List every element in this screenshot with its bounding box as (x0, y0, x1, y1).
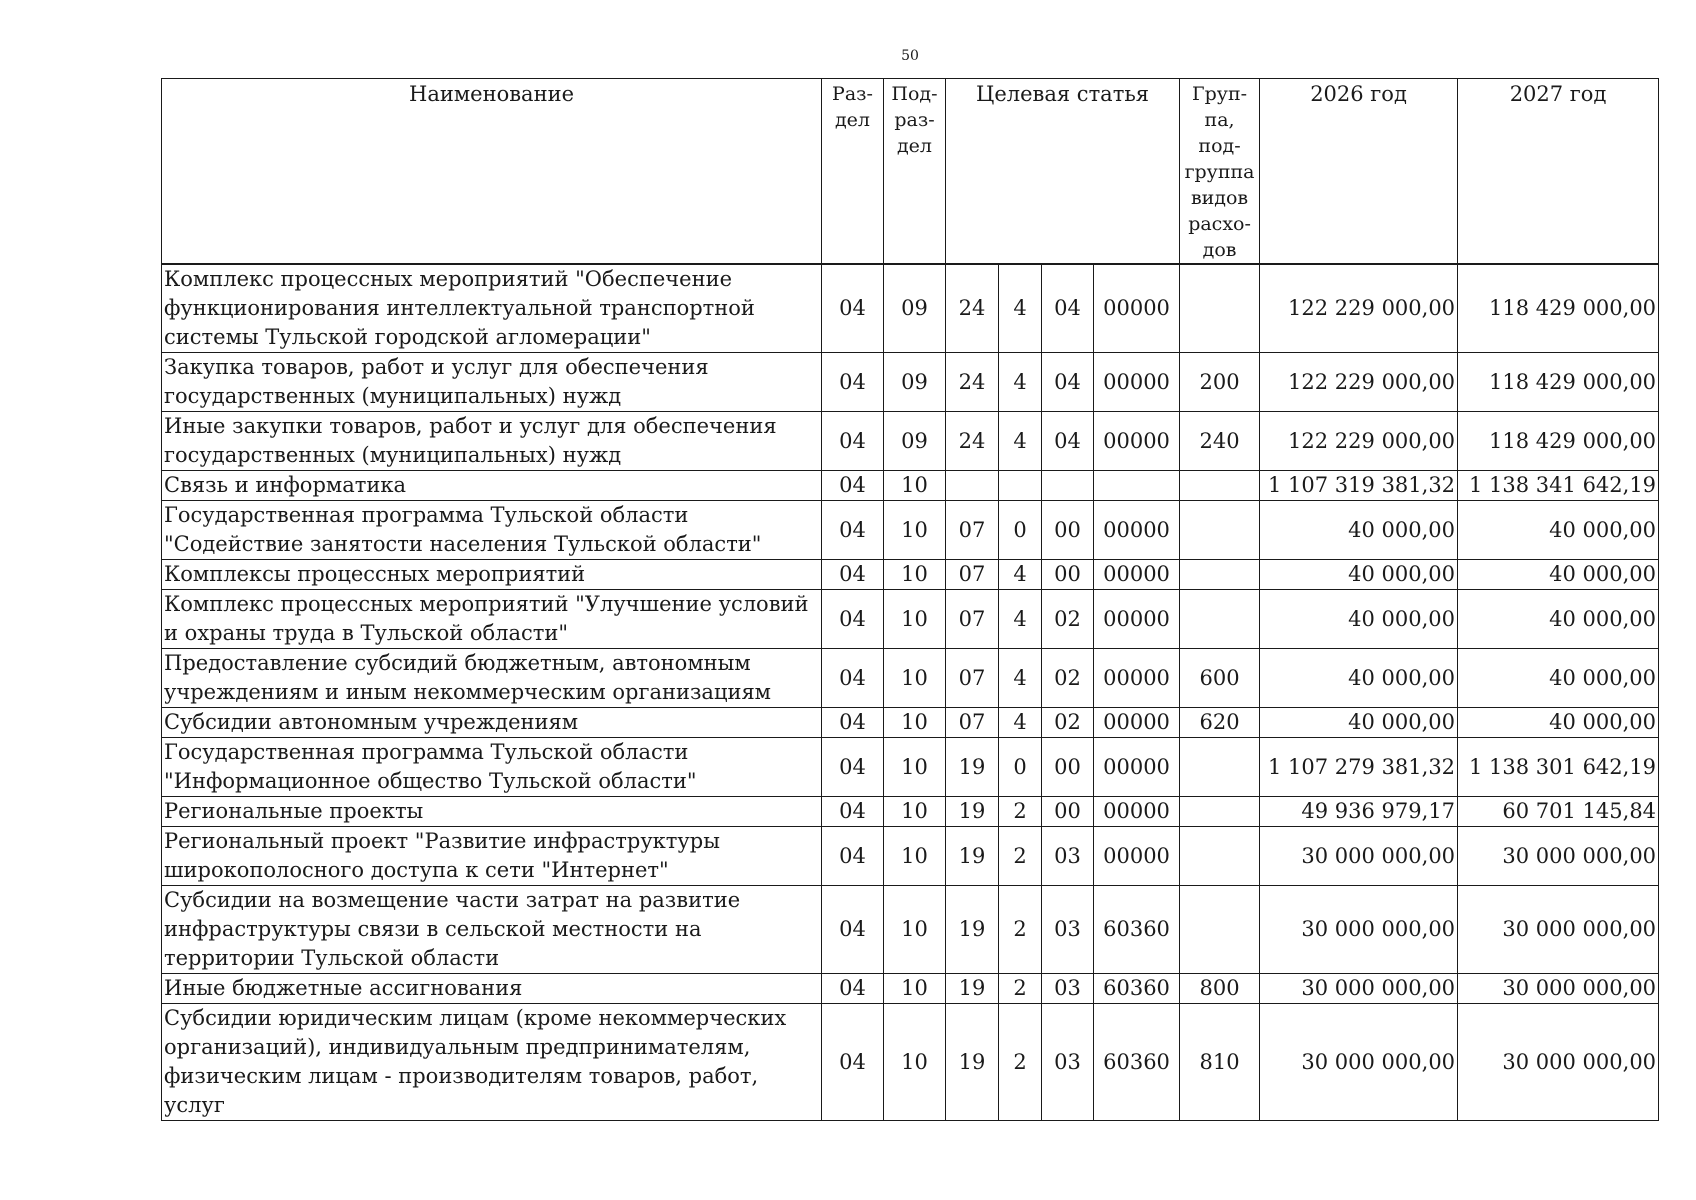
row-section: 04 (822, 886, 884, 974)
row-section: 04 (822, 501, 884, 560)
row-section: 04 (822, 590, 884, 649)
row-expense-group (1180, 827, 1260, 886)
row-type-code: 4 (999, 264, 1042, 353)
row-amount-2027: 60 701 145,84 (1458, 797, 1659, 827)
row-subsection: 10 (884, 501, 946, 560)
row-element-code: 03 (1042, 827, 1094, 886)
row-name: Иные бюджетные ассигнования (162, 974, 822, 1004)
table-row (162, 886, 1659, 974)
row-amount-2026: 30 000 000,00 (1260, 827, 1458, 886)
row-subsection: 10 (884, 708, 946, 738)
row-element-code: 00 (1042, 738, 1094, 797)
row-amount-2027: 1 138 301 642,19 (1458, 738, 1659, 797)
table-row (162, 738, 1659, 797)
row-subsection: 10 (884, 974, 946, 1004)
row-type-code: 2 (999, 1004, 1042, 1121)
row-section: 04 (822, 738, 884, 797)
row-section: 04 (822, 353, 884, 412)
row-name: Региональные проекты (162, 797, 822, 827)
row-expense-group (1180, 501, 1260, 560)
table-row (162, 974, 1659, 1004)
row-element-code: 02 (1042, 649, 1094, 708)
row-subsection: 10 (884, 738, 946, 797)
row-subsection: 09 (884, 264, 946, 353)
row-amount-2026: 122 229 000,00 (1260, 264, 1458, 353)
row-amount-2026: 40 000,00 (1260, 501, 1458, 560)
row-element-code: 02 (1042, 590, 1094, 649)
row-direction-code: 00000 (1094, 649, 1180, 708)
row-amount-2027: 1 138 341 642,19 (1458, 471, 1659, 501)
row-name: Субсидии юридическим лицам (кроме некоммерческих организаций), индивидуальным предпринимателям, физическим лицам - производителям товаров, работ, услуг (162, 1004, 822, 1121)
row-expense-group: 620 (1180, 708, 1260, 738)
row-program-code: 07 (946, 560, 999, 590)
header-section: Раз- дел (822, 79, 884, 265)
row-type-code: 4 (999, 590, 1042, 649)
row-amount-2027: 118 429 000,00 (1458, 264, 1659, 353)
row-program-code: 07 (946, 501, 999, 560)
row-type-code: 4 (999, 560, 1042, 590)
header-year-2026: 2026 год (1260, 79, 1458, 265)
row-direction-code: 00000 (1094, 264, 1180, 353)
row-direction-code: 00000 (1094, 560, 1180, 590)
header-target-article: Целевая статья (946, 79, 1180, 265)
table-row (162, 560, 1659, 590)
row-element-code (1042, 471, 1094, 501)
row-amount-2027: 30 000 000,00 (1458, 1004, 1659, 1121)
row-element-code: 04 (1042, 412, 1094, 471)
row-program-code: 24 (946, 264, 999, 353)
row-amount-2027: 40 000,00 (1458, 649, 1659, 708)
row-direction-code: 00000 (1094, 738, 1180, 797)
row-section: 04 (822, 560, 884, 590)
row-name: Региональный проект "Развитие инфраструктуры широкополосного доступа к сети "Интернет" (162, 827, 822, 886)
row-amount-2027: 30 000 000,00 (1458, 974, 1659, 1004)
row-program-code: 19 (946, 886, 999, 974)
row-subsection: 10 (884, 560, 946, 590)
row-subsection: 10 (884, 471, 946, 501)
row-amount-2026: 49 936 979,17 (1260, 797, 1458, 827)
row-name: Предоставление субсидий бюджетным, автономным учреждениям и иным некоммерческим организациям (162, 649, 822, 708)
row-amount-2026: 1 107 319 381,32 (1260, 471, 1458, 501)
row-element-code: 00 (1042, 797, 1094, 827)
page-number: 50 (901, 48, 919, 64)
row-expense-group: 800 (1180, 974, 1260, 1004)
row-element-code: 04 (1042, 353, 1094, 412)
row-type-code: 2 (999, 974, 1042, 1004)
row-subsection: 10 (884, 797, 946, 827)
row-subsection: 10 (884, 827, 946, 886)
row-type-code (999, 471, 1042, 501)
row-amount-2026: 40 000,00 (1260, 649, 1458, 708)
row-section: 04 (822, 471, 884, 501)
row-name: Комплексы процессных мероприятий (162, 560, 822, 590)
row-direction-code: 00000 (1094, 590, 1180, 649)
row-type-code: 4 (999, 412, 1042, 471)
row-program-code: 19 (946, 827, 999, 886)
row-program-code: 07 (946, 590, 999, 649)
row-element-code: 04 (1042, 264, 1094, 353)
row-type-code: 2 (999, 827, 1042, 886)
row-element-code: 03 (1042, 974, 1094, 1004)
header-expense-group: Груп- па, под- группа видов расхо- дов (1180, 79, 1260, 265)
row-expense-group (1180, 471, 1260, 501)
table-row (162, 827, 1659, 886)
row-expense-group (1180, 560, 1260, 590)
row-type-code: 4 (999, 353, 1042, 412)
row-program-code (946, 471, 999, 501)
row-amount-2027: 118 429 000,00 (1458, 412, 1659, 471)
row-type-code: 4 (999, 708, 1042, 738)
row-element-code: 02 (1042, 708, 1094, 738)
row-element-code: 03 (1042, 1004, 1094, 1121)
row-subsection: 09 (884, 412, 946, 471)
table-row (162, 471, 1659, 501)
row-program-code: 07 (946, 708, 999, 738)
table-row (162, 708, 1659, 738)
header-subsection: Под- раз- дел (884, 79, 946, 265)
row-amount-2026: 40 000,00 (1260, 560, 1458, 590)
row-direction-code: 00000 (1094, 353, 1180, 412)
table-body (162, 264, 1659, 1121)
row-amount-2026: 40 000,00 (1260, 590, 1458, 649)
row-amount-2026: 30 000 000,00 (1260, 886, 1458, 974)
row-program-code: 19 (946, 797, 999, 827)
row-section: 04 (822, 827, 884, 886)
row-direction-code: 00000 (1094, 827, 1180, 886)
row-expense-group: 200 (1180, 353, 1260, 412)
table-row (162, 412, 1659, 471)
row-direction-code: 00000 (1094, 501, 1180, 560)
row-subsection: 10 (884, 886, 946, 974)
row-direction-code (1094, 471, 1180, 501)
row-direction-code: 60360 (1094, 886, 1180, 974)
row-program-code: 07 (946, 649, 999, 708)
row-section: 04 (822, 797, 884, 827)
table-row (162, 590, 1659, 649)
table-row (162, 797, 1659, 827)
row-program-code: 19 (946, 1004, 999, 1121)
row-name: Государственная программа Тульской области "Информационное общество Тульской области" (162, 738, 822, 797)
row-type-code: 0 (999, 738, 1042, 797)
row-type-code: 2 (999, 797, 1042, 827)
table-row (162, 1004, 1659, 1121)
row-name: Комплекс процессных мероприятий "Обеспечение функционирования интеллектуальной транспортной системы Тульской городской агломерации" (162, 264, 822, 353)
row-type-code: 2 (999, 886, 1042, 974)
row-direction-code: 00000 (1094, 797, 1180, 827)
row-section: 04 (822, 649, 884, 708)
row-subsection: 10 (884, 1004, 946, 1121)
row-name: Комплекс процессных мероприятий "Улучшение условий и охраны труда в Тульской области" (162, 590, 822, 649)
header-year-2027: 2027 год (1458, 79, 1659, 265)
row-type-code: 4 (999, 649, 1042, 708)
table-row (162, 353, 1659, 412)
row-amount-2026: 1 107 279 381,32 (1260, 738, 1458, 797)
row-amount-2026: 40 000,00 (1260, 708, 1458, 738)
row-expense-group: 600 (1180, 649, 1260, 708)
row-amount-2027: 40 000,00 (1458, 708, 1659, 738)
row-direction-code: 00000 (1094, 708, 1180, 738)
row-amount-2026: 122 229 000,00 (1260, 353, 1458, 412)
row-element-code: 03 (1042, 886, 1094, 974)
row-name: Закупка товаров, работ и услуг для обеспечения государственных (муниципальных) нужд (162, 353, 822, 412)
row-expense-group: 240 (1180, 412, 1260, 471)
row-amount-2026: 30 000 000,00 (1260, 1004, 1458, 1121)
row-section: 04 (822, 264, 884, 353)
row-amount-2027: 40 000,00 (1458, 590, 1659, 649)
row-name: Иные закупки товаров, работ и услуг для обеспечения государственных (муниципальных) нужд (162, 412, 822, 471)
row-expense-group (1180, 590, 1260, 649)
row-subsection: 09 (884, 353, 946, 412)
row-program-code: 24 (946, 412, 999, 471)
row-amount-2027: 30 000 000,00 (1458, 886, 1659, 974)
row-program-code: 24 (946, 353, 999, 412)
row-element-code: 00 (1042, 560, 1094, 590)
row-section: 04 (822, 1004, 884, 1121)
row-direction-code: 00000 (1094, 412, 1180, 471)
row-amount-2027: 30 000 000,00 (1458, 827, 1659, 886)
row-amount-2027: 40 000,00 (1458, 560, 1659, 590)
row-name: Субсидии на возмещение части затрат на развитие инфраструктуры связи в сельской местности на территории Тульской области (162, 886, 822, 974)
row-expense-group (1180, 264, 1260, 353)
row-expense-group (1180, 738, 1260, 797)
row-name: Субсидии автономным учреждениям (162, 708, 822, 738)
row-section: 04 (822, 412, 884, 471)
row-subsection: 10 (884, 590, 946, 649)
row-name: Государственная программа Тульской области "Содействие занятости населения Тульской области" (162, 501, 822, 560)
row-program-code: 19 (946, 738, 999, 797)
table-header (162, 79, 1659, 265)
budget-table (161, 78, 1659, 1121)
row-amount-2027: 118 429 000,00 (1458, 353, 1659, 412)
row-element-code: 00 (1042, 501, 1094, 560)
row-expense-group: 810 (1180, 1004, 1260, 1121)
row-expense-group (1180, 886, 1260, 974)
row-amount-2026: 122 229 000,00 (1260, 412, 1458, 471)
row-direction-code: 60360 (1094, 974, 1180, 1004)
row-amount-2027: 40 000,00 (1458, 501, 1659, 560)
row-type-code: 0 (999, 501, 1042, 560)
row-direction-code: 60360 (1094, 1004, 1180, 1121)
table-row (162, 501, 1659, 560)
row-section: 04 (822, 974, 884, 1004)
row-subsection: 10 (884, 649, 946, 708)
table-row (162, 264, 1659, 353)
row-name: Связь и информатика (162, 471, 822, 501)
row-program-code: 19 (946, 974, 999, 1004)
table-row (162, 649, 1659, 708)
row-section: 04 (822, 708, 884, 738)
row-amount-2026: 30 000 000,00 (1260, 974, 1458, 1004)
row-expense-group (1180, 797, 1260, 827)
header-name: Наименование (162, 79, 822, 265)
